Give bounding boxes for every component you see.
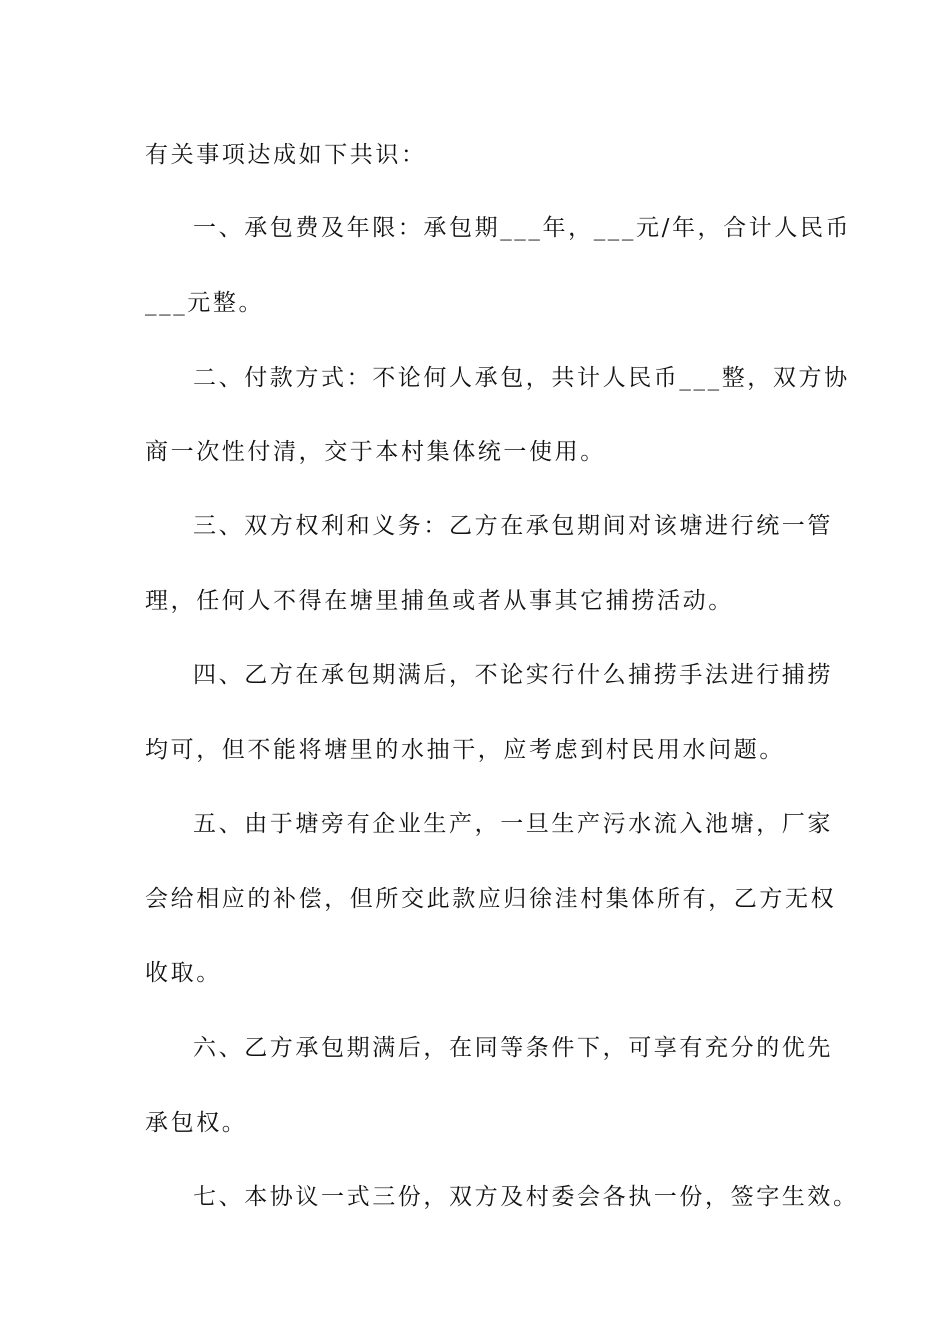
clause-1-line-1: 一、承包费及年限：承包期___年，___元/年，合计人民币 [193,215,852,241]
clause-4-line-2: 均可，但不能将塘里的水抽干，应考虑到村民用水问题。 [145,737,785,763]
clause-3-line-2: 理，任何人不得在塘里捕鱼或者从事其它捕捞活动。 [145,588,734,614]
clause-6-line-2: 承包权。 [145,1110,248,1136]
text-line-intro: 有关事项达成如下共识： [145,142,427,168]
clause-4-line-1: 四、乙方在承包期满后，不论实行什么捕捞手法进行捕捞 [193,662,833,688]
clause-5-line-2: 会给相应的补偿，但所交此款应归徐洼村集体所有，乙方无权 [145,886,837,912]
clause-2-line-2: 商一次性付清，交于本村集体统一使用。 [145,439,606,465]
clause-5-line-3: 收取。 [145,960,222,986]
clause-6-line-1: 六、乙方承包期满后，在同等条件下，可享有充分的优先 [193,1035,833,1061]
clause-5-line-1: 五、由于塘旁有企业生产，一旦生产污水流入池塘，厂家 [193,811,833,837]
clause-1-line-2: ___元整。 [145,290,265,316]
clause-7-line-1: 七、本协议一式三份，双方及村委会各执一份，签字生效。 [193,1184,859,1210]
clause-3-line-1: 三、双方权利和义务：乙方在承包期间对该塘进行统一管 [193,513,833,539]
clause-2-line-1: 二、付款方式：不论何人承包，共计人民币___整，双方协 [193,365,850,391]
